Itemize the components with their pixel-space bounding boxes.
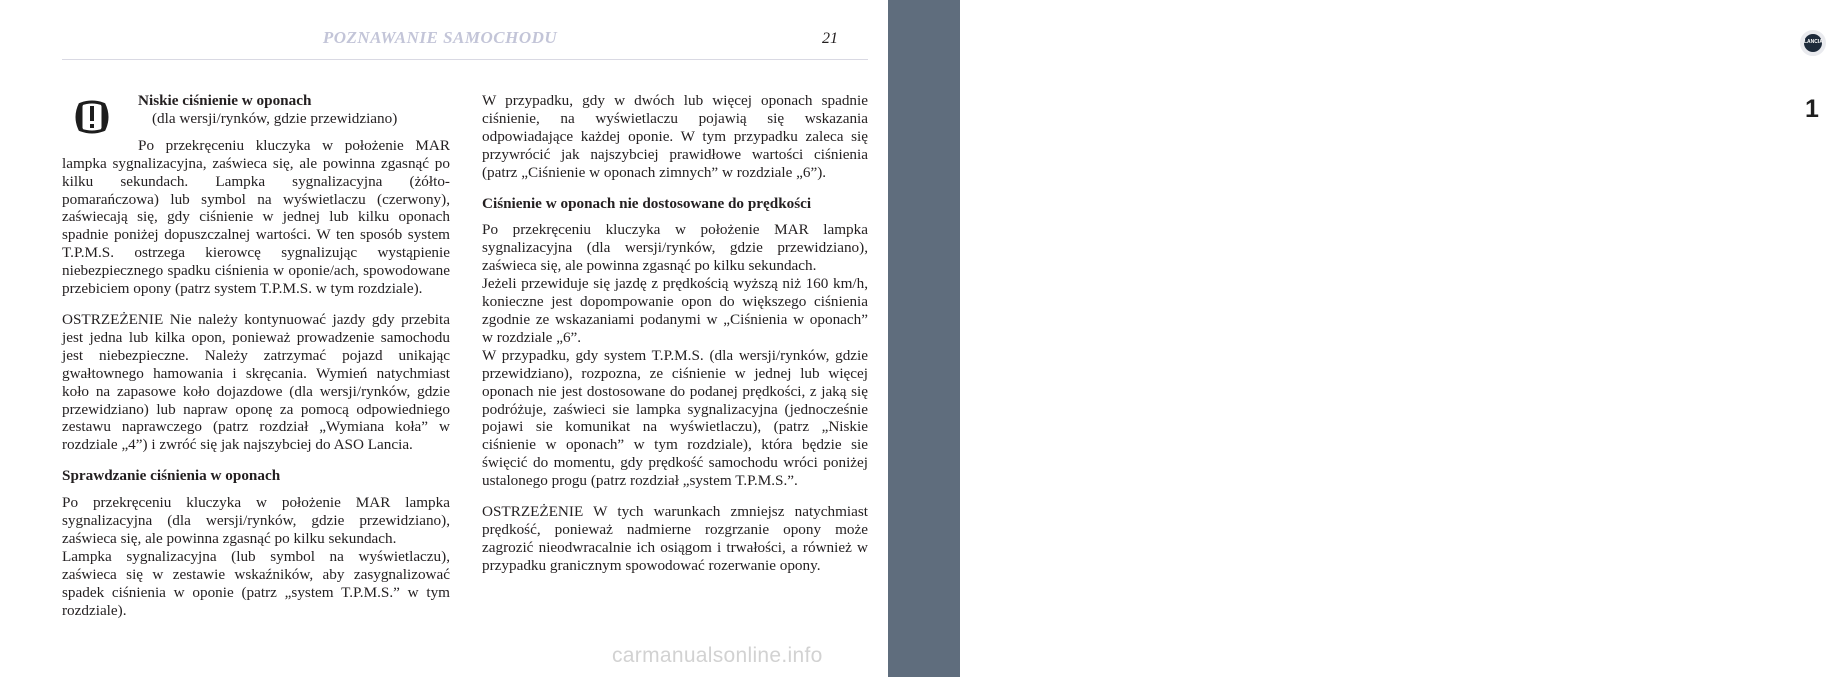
watermark: carmanualsonline.info: [612, 644, 823, 667]
paragraph-multiple-tires: W przypadku, gdy w dwóch lub więcej oponach spadnie ciśnienie, na wyświetlaczu pojawią się wskazania odpowiadające każdej oponie. W tym przypadku zaleca się przywrócić jak najszybciej prawidłowe wartości ciśnienia (patrz „Ciśnienie w oponach zimnych” w rozdziale „6”).: [482, 92, 868, 181]
logo-emblem: [1804, 34, 1822, 52]
paragraph-check-pressure-2: Lampka sygnalizacyjna (lub symbol na wyświetlaczu), zaświeca się w zestawie wskaźników, aby zasygnalizować spadek ciśnienia w oponie (patrz „system T.P.M.S.” w tym rozdziale).: [62, 547, 450, 619]
header-divider: [62, 59, 868, 60]
warning-low-pressure: OSTRZEŻENIE Nie należy kontynuować jazdy gdy przebita jest jedna lub kilka opon, ponieważ prowadzenie samochodu jest niebezpieczne. Należy zatrzymać pojazd unikając gwałtownego hamowania i skręcania. Wymień natychmiast koło na zapasowe koło dojazdowe (dla wersji/rynków, gdzie przewidziano) lub napraw oponę za pomocą odpowiedniego zestawu naprawczego (patrz rozdział „Wymiana koła” w rozdziale „4”) i zwróć się jak najszybciej do ASO Lancia.: [62, 310, 450, 454]
paragraph-speed-pressure-2: Jeżeli przewiduje się jazdę z prędkością wyższą niż 160 km/h, konieczne jest dopompowanie opon do większego ciśnienia zgodnie ze wskazaniami podanymi w „Ciśnienia w oponach” w rozdziale „6”.: [482, 275, 868, 346]
page-header-title: POZNAWANIE SAMOCHODU: [322, 28, 558, 47]
section-heading-check-pressure: Sprawdzanie ciśnienia w oponach: [62, 467, 281, 485]
chapter-tab: [1776, 85, 1848, 141]
chapter-number: 1: [1805, 95, 1819, 123]
section-heading-speed-pressure: Ciśnienie w oponach nie dostosowane do prędkości: [482, 194, 812, 212]
paragraph-low-pressure: Po przekręceniu kluczyka w położenie MAR lampka sygnalizacyjna, zaświeca się, ale powinna zgasnąć po kilku sekundach. Lampka sygnalizacyjna (żółto-pomarańczowa) lub symbol na wyświetlaczu (czerwony), zaświecają się, gdy ciśnienie w jednej lub kilku oponach spadnie poniżej dopuszczalnej wartości. W ten sposób system T.P.M.S. ostrzega kierowcę sygnalizując wystąpienie niebezpiecznego spadku ciśnienia w oponie/ach, spowodowane przebiciem opony (patrz system T.P.M.S. w tym rozdziale).: [62, 136, 450, 298]
section-heading-low-pressure: Niskie ciśnienie w oponach: [138, 92, 312, 109]
section-subheading: (dla wersji/rynków, gdzie przewidziano): [152, 109, 398, 127]
paragraph-check-pressure-1: Po przekręceniu kluczyka w położenie MAR lampka sygnalizacyjna (dla wersji/rynków, gdzie przewidziano), zaświeca się, ale powinna zgasnąć po kilku sekundach.: [62, 494, 450, 547]
lancia-logo: [1798, 28, 1828, 58]
logo-text: LANCIA: [1804, 39, 1823, 45]
paragraph-speed-pressure-3: W przypadku, gdy system T.P.M.S. (dla wersji/rynków, gdzie przewidziano), rozpozna, ze ciśnienie w jednej lub więcej oponach nie jest dostosowane do podanej prędkości, z jaką się podróżuje, zaświeci sie lampka sygnalizacyjna (jednocześnie pojawi sie komunikat na wyświetlaczu), (patrz „Niskie ciśnienie w oponach” w tym rozdziale), która będzie sie święcić do momentu, gdy prędkość samochodu wróci poniżej ustalonego progu (patrz rozdział „system T.P.M.S.”.: [482, 346, 868, 490]
section-header-block: [62, 92, 450, 137]
page-number: 21: [822, 30, 838, 47]
warning-speed-pressure: OSTRZEŻENIE W tych warunkach zmniejsz natychmiast prędkość, ponieważ nadmierne rozgrzanie opony może zagrozić nieodwracalnie ich osiągom i trwałości, a również w przypadku granicznym spowodować rozerwanie opony.: [482, 503, 868, 574]
right-column: [482, 92, 868, 575]
paragraph-speed-pressure-1: Po przekręceniu kluczyka w położenie MAR lampka sygnalizacyjna (dla wersji/rynków, gdzie przewidziano), zaświeca się, ale powinna zgasnąć po kilku sekundach.: [482, 221, 868, 275]
chapter-sidebar: [888, 0, 1823, 677]
left-column: [62, 92, 450, 619]
